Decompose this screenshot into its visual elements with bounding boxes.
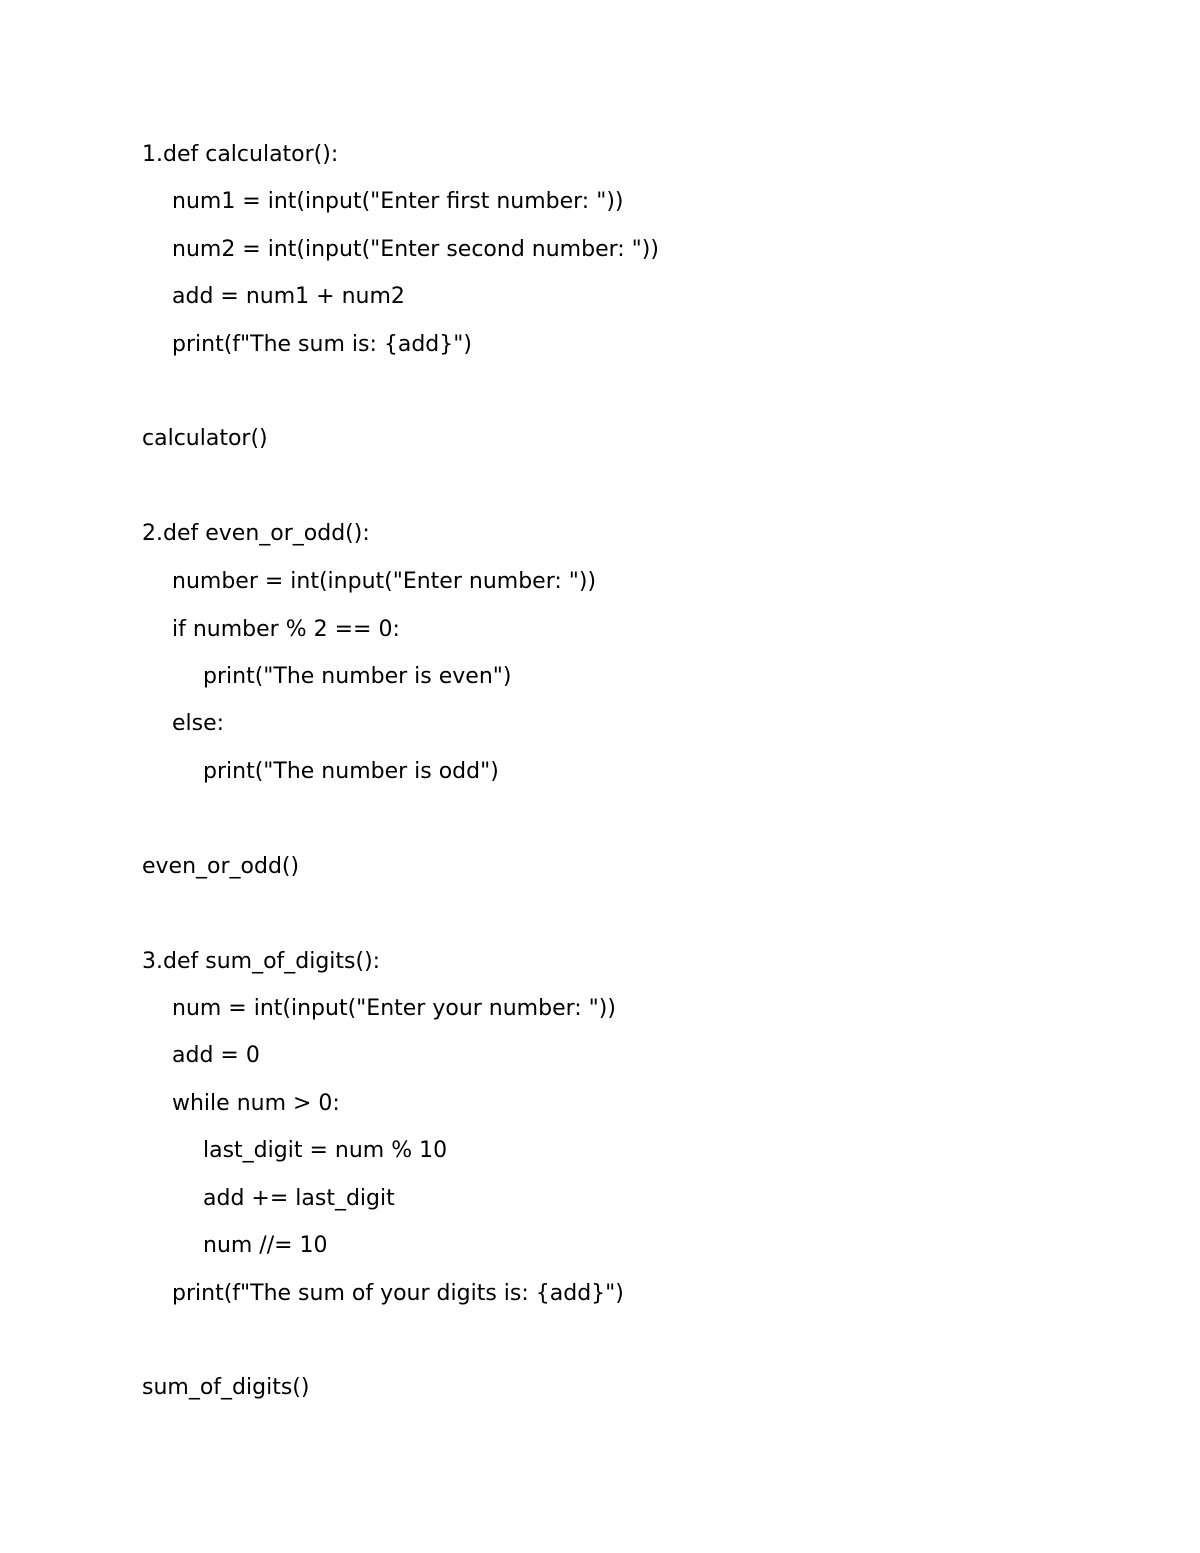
code-line-calculator-call: calculator() <box>142 426 268 451</box>
code-line-num: num = int(input("Enter your number: ")) <box>172 996 616 1021</box>
code-line-add-last-digit: add += last_digit <box>203 1186 395 1211</box>
code-line-if: if number % 2 == 0: <box>172 617 400 642</box>
code-line-def-sum-of-digits: 3.def sum_of_digits(): <box>142 949 381 974</box>
code-line-print-sum: print(f"The sum is: {add}") <box>172 332 472 357</box>
code-line-while: while num > 0: <box>172 1091 340 1116</box>
code-line-print-digit-sum: print(f"The sum of your digits is: {add}") <box>172 1281 624 1306</box>
code-line-num2: num2 = int(input("Enter second number: ")) <box>172 237 659 262</box>
code-line-else: else: <box>172 711 225 736</box>
code-line-last-digit: last_digit = num % 10 <box>203 1138 448 1163</box>
code-line-add-zero: add = 0 <box>172 1043 260 1068</box>
code-line-def-calculator: 1.def calculator(): <box>142 142 339 167</box>
code-line-num-floor-div: num //= 10 <box>203 1233 328 1258</box>
code-line-print-even: print("The number is even") <box>203 664 512 689</box>
code-line-sum-of-digits-call: sum_of_digits() <box>142 1375 310 1400</box>
code-line-number: number = int(input("Enter number: ")) <box>172 569 597 594</box>
code-line-def-even-or-odd: 2.def even_or_odd(): <box>142 521 370 546</box>
code-line-add: add = num1 + num2 <box>172 284 405 309</box>
code-line-num1: num1 = int(input("Enter first number: ")) <box>172 189 624 214</box>
code-line-even-or-odd-call: even_or_odd() <box>142 854 300 879</box>
code-line-print-odd: print("The number is odd") <box>203 759 499 784</box>
